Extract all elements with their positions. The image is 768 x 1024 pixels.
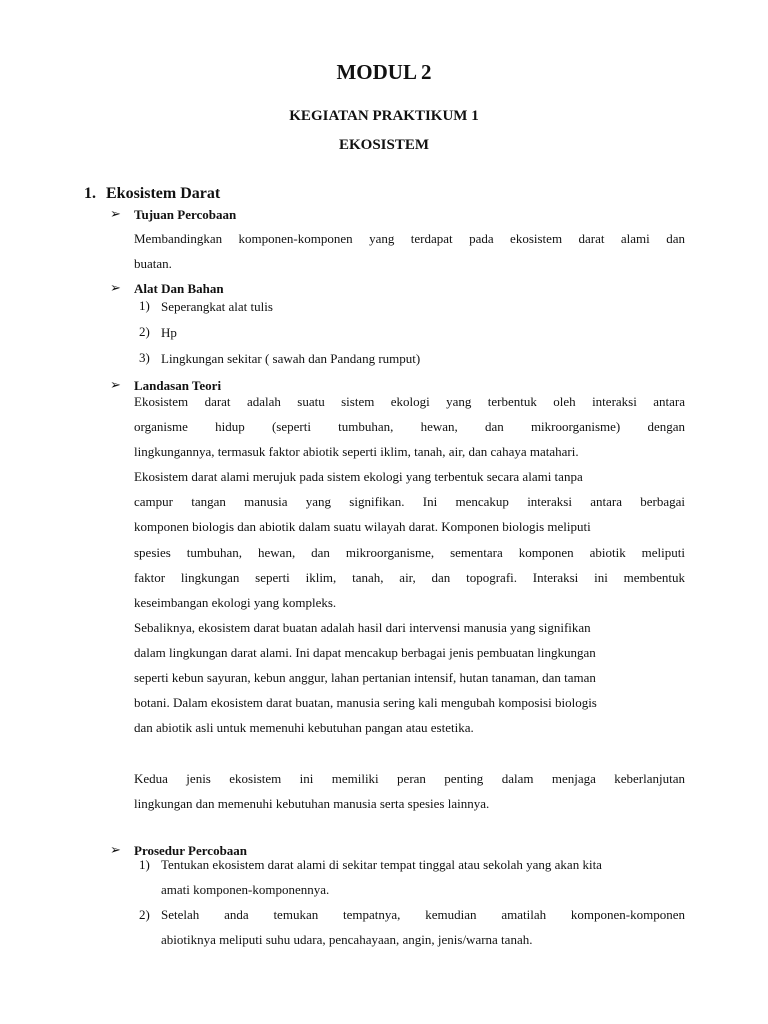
landasan-line: Kedua jenis ekosistem ini memiliki peran penting dalam menjaga keberlanjutan	[134, 771, 685, 786]
prosedur-heading: Prosedur Percobaan	[134, 843, 248, 858]
list-number: 1)	[139, 298, 150, 313]
landasan-line: Ekosistem darat alami merujuk pada sistem ekologi yang terbentuk secara alami tanpa	[134, 469, 583, 484]
landasan-line: Ekosistem darat adalah suatu sistem ekologi yang terbentuk oleh interaksi antara	[134, 394, 685, 409]
landasan-line: lingkungannya, termasuk faktor abiotik seperti iklim, tanah, air, dan cahaya matahari.	[134, 444, 579, 459]
bullet-arrow-icon: ➢	[110, 377, 121, 392]
landasan-line: dan abiotik asli untuk memenuhi kebutuhan pangan atau estetika.	[134, 720, 474, 735]
bullet-arrow-icon: ➢	[110, 206, 121, 221]
list-item: Hp	[161, 325, 177, 340]
landasan-line: campur tangan manusia yang signifikan. Ini mencakup interaksi antara berbagai	[134, 494, 685, 509]
bullet-arrow-icon: ➢	[110, 280, 121, 295]
landasan-line: spesies tumbuhan, hewan, dan mikroorganisme, sementara komponen abiotik meliputi	[134, 545, 685, 560]
list-number: 2)	[139, 907, 150, 922]
landasan-line: faktor lingkungan seperti iklim, tanah, air, dan topografi. Interaksi ini membentuk	[134, 570, 685, 585]
tujuan-heading: Tujuan Percobaan	[134, 207, 237, 222]
list-number: 2)	[139, 324, 150, 339]
list-item-line: Setelah anda temukan tempatnya, kemudian amatilah komponen-komponen	[161, 907, 685, 922]
section-title: Ekosistem Darat	[106, 185, 221, 202]
list-item-line: abiotiknya meliputi suhu udara, pencahayaan, angin, jenis/warna tanah.	[161, 932, 533, 947]
topic-title: EKOSISTEM	[338, 137, 430, 153]
tujuan-line: buatan.	[134, 256, 172, 271]
bullet-arrow-icon: ➢	[110, 842, 121, 857]
landasan-line: seperti kebun sayuran, kebun anggur, lahan pertanian intensif, hutan tanaman, dan taman	[134, 670, 596, 685]
module-title: MODUL 2	[336, 60, 432, 84]
tujuan-line: Membandingkan komponen-komponen yang terdapat pada ekosistem darat alami dan	[134, 231, 685, 246]
landasan-line: lingkungan dan memenuhi kebutuhan manusia serta spesies lainnya.	[134, 796, 490, 811]
list-number: 3)	[139, 350, 150, 365]
landasan-line: Sebaliknya, ekosistem darat buatan adalah hasil dari intervensi manusia yang signifikan	[134, 620, 591, 635]
activity-title: KEGIATAN PRAKTIKUM 1	[289, 108, 479, 124]
landasan-line: botani. Dalam ekosistem darat buatan, manusia sering kali mengubah komposisi biologis	[134, 695, 597, 710]
list-item: Lingkungan sekitar ( sawah dan Pandang rumput)	[161, 351, 421, 366]
landasan-line: organisme hidup (seperti tumbuhan, hewan, dan mikroorganisme) dengan	[134, 419, 685, 434]
list-item-line: Tentukan ekosistem darat alami di sekitar tempat tinggal atau sekolah yang akan kita	[161, 857, 602, 872]
list-item-line: amati komponen-komponennya.	[161, 882, 330, 897]
landasan-heading: Landasan Teori	[134, 378, 222, 393]
alat-heading: Alat Dan Bahan	[134, 281, 224, 296]
landasan-line: keseimbangan ekologi yang kompleks.	[134, 595, 337, 610]
landasan-line: dalam lingkungan darat alami. Ini dapat mencakup berbagai jenis pembuatan lingkungan	[134, 645, 596, 660]
list-number: 1)	[139, 857, 150, 872]
list-item: Seperangkat alat tulis	[161, 299, 273, 314]
landasan-line: komponen biologis dan abiotik dalam suatu wilayah darat. Komponen biologis meliputi	[134, 519, 591, 534]
section-number: 1.	[84, 185, 96, 202]
